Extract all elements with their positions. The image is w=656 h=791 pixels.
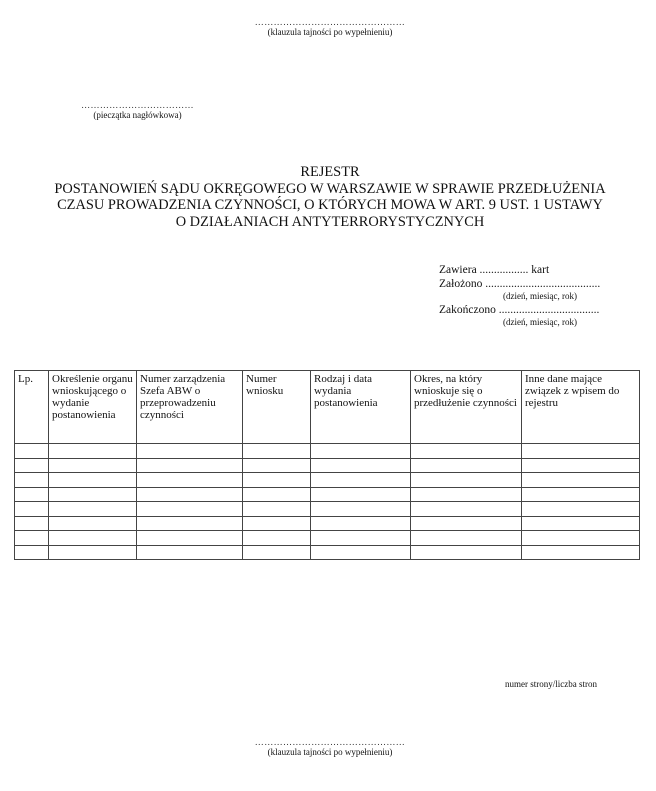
clause-dotted-line: ………………………………………… [254,17,406,27]
stamp-dotted-line: ……………………………… [81,100,194,110]
table-cell[interactable] [15,502,49,517]
title-line-3: CZASU PROWADZENIA CZYNNOŚCI, O KTÓRYCH MOWA W ART. 9 UST. 1 USTAWY [57,197,603,213]
table-cell[interactable] [311,531,411,546]
table-cell[interactable] [311,545,411,560]
bottom-confidentiality-clause [200,737,460,758]
table-cell[interactable] [49,516,137,531]
table-row [15,473,640,488]
table-cell[interactable] [311,473,411,488]
table-cell[interactable] [522,444,640,459]
founded-hint: (dzień, miesiąc, rok) [503,291,577,301]
table-cell[interactable] [311,516,411,531]
table-cell[interactable] [411,458,522,473]
table-cell[interactable] [137,516,243,531]
table-cell[interactable] [522,487,640,502]
table-cell[interactable] [311,487,411,502]
table-cell[interactable] [49,473,137,488]
closed-field: Zakończono ................................... [439,304,600,316]
table-cell[interactable] [243,545,311,560]
table-cell[interactable] [522,516,640,531]
column-header-other-data: Inne dane mające związek z wpisem do rejestru [522,371,640,444]
page-number-label: numer strony/liczba stron [505,679,597,689]
table-cell[interactable] [137,531,243,546]
table-cell[interactable] [49,545,137,560]
column-header-request-number: Numer wniosku [243,371,311,444]
clause-label: (klauzula tajności po wypełnieniu) [267,747,393,757]
table-row [15,502,640,517]
table-row [15,444,640,459]
table-cell[interactable] [137,487,243,502]
table-cell[interactable] [411,473,522,488]
table-cell[interactable] [15,473,49,488]
contains-field: Zawiera ................. kart [439,264,550,276]
table-cell[interactable] [243,487,311,502]
title-line-1: REJESTR [300,164,360,180]
table-cell[interactable] [411,444,522,459]
table-row [15,487,640,502]
table-cell[interactable] [243,516,311,531]
table-cell[interactable] [15,487,49,502]
table-cell[interactable] [15,444,49,459]
table-cell[interactable] [522,531,640,546]
table-cell[interactable] [15,458,49,473]
table-cell[interactable] [522,545,640,560]
table-cell[interactable] [137,473,243,488]
column-header-lp: Lp. [15,371,49,444]
table-cell[interactable] [15,545,49,560]
table-cell[interactable] [243,444,311,459]
table-cell[interactable] [49,531,137,546]
table-cell[interactable] [243,531,311,546]
header-stamp [50,100,225,121]
table-row [15,516,640,531]
table-row [15,458,640,473]
table-cell[interactable] [243,502,311,517]
title-line-2: POSTANOWIEŃ SĄDU OKRĘGOWEGO W WARSZAWIE W SPRAWIE PRZEDŁUŻENIA [54,180,606,197]
table-cell[interactable] [522,502,640,517]
title-line-4: O DZIAŁANIACH ANTYTERRORYSTYCZNYCH [175,213,485,230]
table-cell[interactable] [243,473,311,488]
column-header-requesting-body: Określenie organu wnioskującego o wydanie postanowienia [49,371,137,444]
table-cell[interactable] [49,502,137,517]
table-cell[interactable] [411,502,522,517]
closed-hint: (dzień, miesiąc, rok) [503,317,577,327]
table-cell[interactable] [137,458,243,473]
table-cell[interactable] [411,516,522,531]
register-metadata [439,263,639,329]
table-cell[interactable] [311,458,411,473]
stamp-label: (pieczątka nagłówkowa) [93,110,182,120]
document-title [20,164,640,230]
table-cell[interactable] [49,444,137,459]
register-table [14,370,640,560]
clause-dotted-line: ………………………………………… [254,737,406,747]
table-cell[interactable] [522,458,640,473]
table-cell[interactable] [137,502,243,517]
table-cell[interactable] [137,545,243,560]
table-cell[interactable] [49,458,137,473]
table-cell[interactable] [411,487,522,502]
table-cell[interactable] [311,502,411,517]
table-cell[interactable] [311,444,411,459]
column-header-decision-type-date: Rodzaj i data wydania postanowienia [311,371,411,444]
table-body [15,444,640,560]
table-header-row [15,371,640,444]
table-cell[interactable] [522,473,640,488]
table-cell[interactable] [49,487,137,502]
table-cell[interactable] [15,516,49,531]
table-cell[interactable] [243,458,311,473]
column-header-abw-order-number: Numer zarządzenia Szefa ABW o przeprowadzeniu czynności [137,371,243,444]
top-confidentiality-clause [200,17,460,38]
clause-label: (klauzula tajności po wypełnieniu) [267,27,393,37]
table-row [15,531,640,546]
table-row [15,545,640,560]
table-cell[interactable] [411,531,522,546]
table-cell[interactable] [137,444,243,459]
founded-field: Założono ........................................ [439,278,601,290]
table-cell[interactable] [411,545,522,560]
table-cell[interactable] [15,531,49,546]
column-header-extension-period: Okres, na który wnioskuje się o przedłużenie czynności [411,371,522,444]
